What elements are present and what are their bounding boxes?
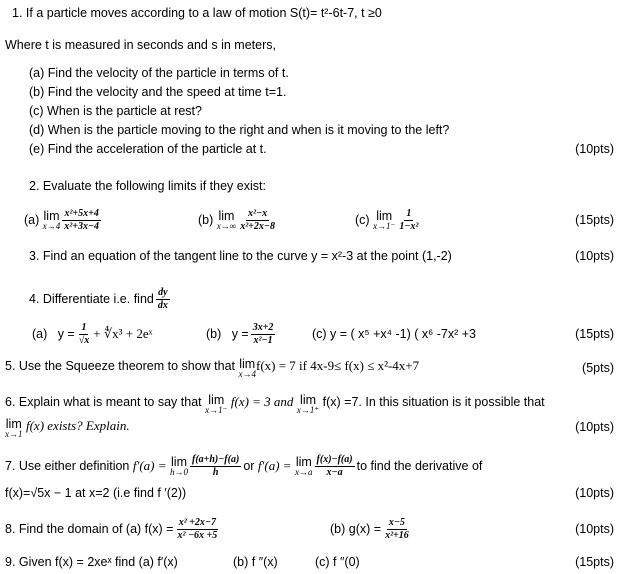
q3-text: 3. Find an equation of the tangent line to the curve y = x²-3 at the point (1,-2): [29, 249, 452, 263]
q2-a-limit: lim x→4: [42, 208, 61, 231]
q7-limit-x: lim x→a: [295, 454, 313, 477]
q6-question: f(x) exists? Explain.: [25, 418, 130, 433]
q5-condition: f(x) = 7 if 4x-9≤ f(x) ≤ x²-4x+7: [255, 358, 420, 373]
q4-b-lhs: y =: [231, 327, 249, 341]
q4-part-b: [206, 320, 277, 348]
q4-part-a: [32, 320, 152, 348]
q2-part-c: [355, 206, 422, 234]
q1-part-c: (c) When is the particle at rest?: [29, 104, 202, 118]
q4-a-lhs: y =: [57, 327, 75, 341]
q6-mid: f(x) = 3 and: [230, 394, 294, 409]
q7-rest: to find the derivative of: [356, 459, 483, 473]
q7-or: or: [243, 459, 255, 473]
q9-text: 9. Given f(x) = 2xeˣ find (a) f′(x): [5, 555, 178, 569]
q2-b-label: (b): [198, 213, 214, 227]
q4-dydx: $\frac{dy}{dx}$: [157, 286, 168, 311]
q1-where: Where t is measured in seconds and s in meters,: [5, 38, 276, 52]
q3-points: (10pts): [575, 249, 614, 263]
q1-text: 1. If a particle moves according to a law of motion S(t)= t²-6t-7, t ≥0: [12, 6, 382, 20]
q9-part-b: (b) f ″(x): [233, 555, 278, 569]
q4-a-label: (a): [32, 327, 48, 341]
q1-part-a: (a) Find the velocity of the particle in terms of t.: [29, 66, 289, 80]
q6-prompt: 6. Explain what is meant to say that: [5, 395, 202, 409]
q5-text: [5, 358, 419, 382]
q8-part-b: [330, 514, 413, 544]
q7-limit-h: lim h→0: [170, 454, 188, 477]
q8-part-a: [5, 514, 221, 544]
q2-a-fraction: $\frac{\text{x²+5x+4}}{\text{x²+3x−4}}$: [64, 207, 100, 232]
q2-b-limit: lim x→∞: [216, 208, 237, 231]
q7-line1: [5, 451, 482, 481]
q7-def1-lhs: f′(a) =: [132, 458, 167, 473]
q6-rest: f(x) =7. In this situation is it possible that: [322, 395, 545, 409]
q7-line2: f(x)=√5x − 1 at x=2 (i.e find f ′(2)): [5, 486, 187, 500]
q2-b-fraction: $\frac{\text{x²−x}}{\text{x²+2x−8}}$: [240, 207, 275, 232]
q2-a-label: (a): [24, 213, 40, 227]
q2-part-a: [24, 206, 103, 234]
q4-prompt: 4. Differentiate i.e. find: [29, 292, 154, 306]
q4-a-rest: + ∜x³ + 2eˣ: [93, 326, 153, 341]
q4-text: [29, 286, 172, 312]
q1-part-d: (d) When is the particle moving to the right and when is it moving to the left?: [29, 123, 450, 137]
q2-part-b: [198, 206, 279, 234]
q8-prompt: 8. Find the domain of (a) f(x) =: [5, 522, 174, 536]
q6-points: (10pts): [575, 420, 614, 434]
q9-part-c: (c) f ″(0): [315, 555, 360, 569]
q2-c-limit: lim x→1⁻: [373, 208, 396, 231]
q8-b-fraction: $\frac{x-5}{\text{x²+16}}$: [385, 516, 409, 541]
q7-points: (10pts): [575, 486, 614, 500]
q7-def1-fraction: $\frac{f(a+h)-f(a)}{h}$: [192, 453, 240, 478]
q2-text: 2. Evaluate the following limits if they exist:: [29, 179, 266, 193]
q8-points: (10pts): [575, 522, 614, 536]
q4-a-fraction: $\frac{1}{√x}$: [78, 321, 90, 346]
q4-b-label: (b): [206, 327, 222, 341]
q1-part-e: (e) Find the acceleration of the particle at t.: [29, 142, 267, 156]
q7-def2-lhs: f′(a) =: [257, 458, 292, 473]
q2-c-label: (c): [355, 213, 370, 227]
q1-points: (10pts): [575, 142, 614, 156]
q6-line2: [5, 418, 130, 442]
q8-a-fraction: $\frac{\text{x² +2x−7}}{\text{x² −6x +5}}$: [177, 516, 218, 541]
q8-b-lhs: (b) g(x) =: [330, 522, 382, 536]
q7-def2-fraction: $\frac{f(x)-f(a)}{x-a}$: [316, 453, 353, 478]
q7-prompt: 7. Use either definition: [5, 459, 130, 473]
q9-points: (15pts): [575, 555, 614, 569]
q6-limit-left: lim x→1⁻: [205, 393, 228, 415]
q1-part-b: (b) Find the velocity and the speed at time t=1.: [29, 85, 287, 99]
q2-c-fraction: $\frac{1}{\text{1−x²}}$: [399, 207, 419, 232]
q5-prompt: 5. Use the Squeeze theorem to show that: [5, 359, 235, 373]
q6-line1: [5, 394, 545, 418]
q4-b-fraction: $\frac{3x+2}{\text{x²−1}}$: [252, 321, 274, 346]
q5-points: (5pts): [582, 361, 614, 375]
q4-part-c: (c) y = ( x⁵ +x⁴ -1) ( x⁶ -7x² +3: [312, 327, 476, 341]
q2-points: (15pts): [575, 213, 614, 227]
q6-limit-both: lim x→1: [5, 417, 23, 439]
q4-points: (15pts): [575, 327, 614, 341]
q5-limit: lim x→4: [238, 357, 256, 379]
q6-limit-right: lim x→1⁺: [296, 393, 320, 415]
